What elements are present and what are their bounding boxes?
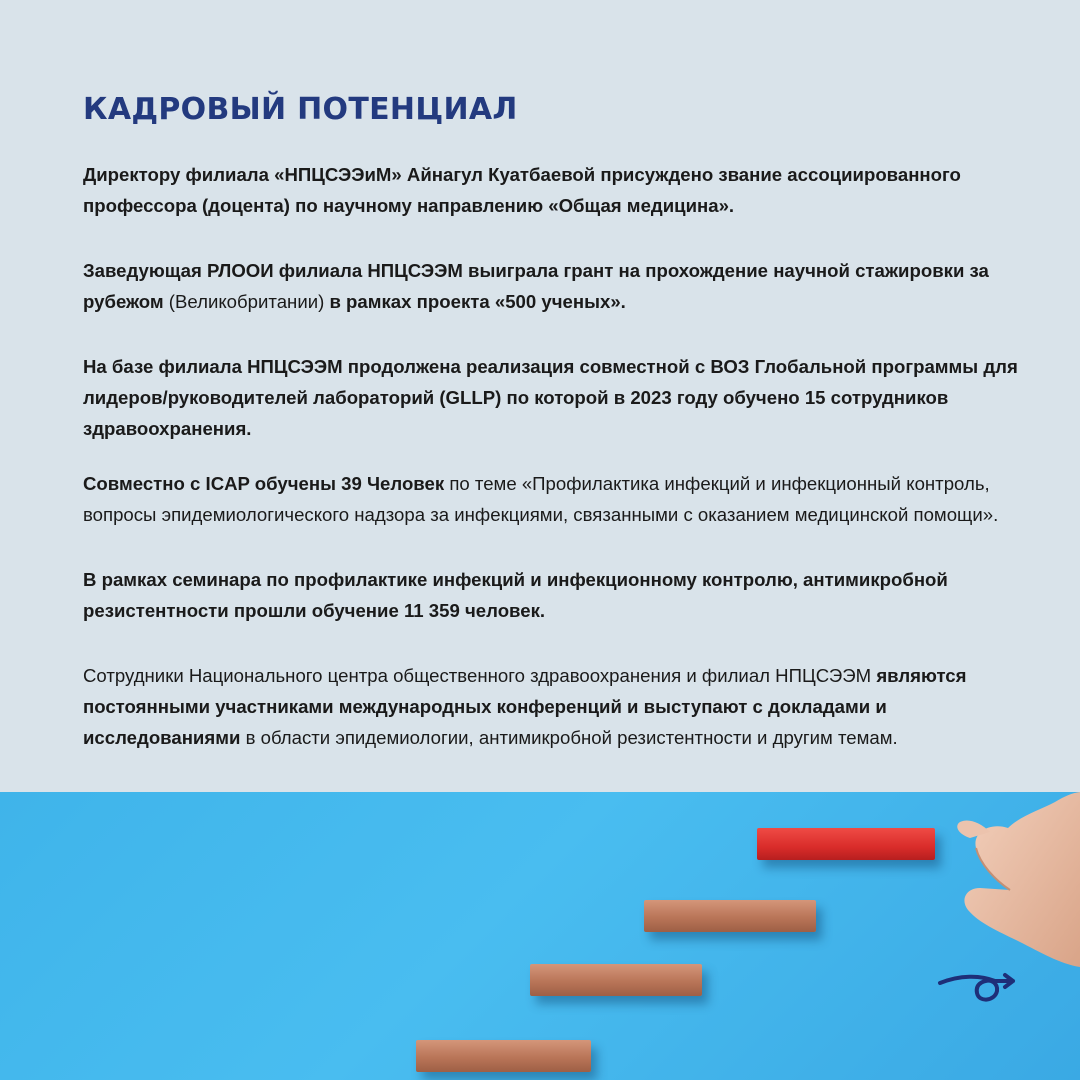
paragraph-grant [83, 255, 1043, 317]
paragraph-icap-normal: по теме «Профилактика инфекций и инфекционный контроль, вопросы эпидемиологического надзора за инфекциями, связанными с оказанием медицинской помощи». [83, 473, 999, 525]
content [83, 92, 1043, 787]
stairs-photo [0, 792, 1080, 1080]
paragraph-conferences [83, 660, 1043, 753]
swirl-arrow-icon [935, 965, 1020, 1015]
paragraph-professor [83, 159, 1043, 221]
paragraph-gllp-text: На базе филиала НПЦСЭЭМ продолжена реализация совместной с ВОЗ Глобальной программы для лидеров/руководителей лабораторий (GLLP) по которой в 2023 году обучено 15 сотрудников здравоохранения. [83, 356, 1018, 439]
wooden-block-1 [416, 1040, 591, 1072]
paragraph-icap [83, 468, 1043, 530]
paragraph-seminar [83, 564, 1043, 626]
paragraph-gllp [83, 351, 1043, 444]
paragraph-conferences-normal-1: Сотрудники Национального центра общественного здравоохранения и филиал НПЦСЭЭМ [83, 665, 877, 686]
paragraph-grant-normal: (Великобритании) [163, 291, 330, 312]
paragraph-grant-bold-2: в рамках проекта «500 ученых». [329, 291, 626, 312]
paragraph-conferences-normal-2: в области эпидемиологии, антимикробной резистентности и другим темам. [240, 727, 898, 748]
wooden-block-3 [644, 900, 816, 932]
paragraph-icap-bold: Совместно с ICAP обучены 39 Человек [83, 473, 445, 494]
paragraph-professor-text: Директору филиала «НПЦСЭЭиМ» Айнагул Куатбаевой присуждено звание ассоциированного профессора (доцента) по научному направлению «Общая медицина». [83, 164, 961, 216]
wooden-block-2 [530, 964, 702, 996]
paragraph-grant-bold-1: Заведующая РЛООИ филиала НПЦСЭЭМ выиграла грант на прохождение научной стажировки за рубежом [83, 260, 989, 312]
paragraph-seminar-text: В рамках семинара по профилактике инфекций и инфекционному контролю, антимикробной резистентности прошли обучение 11 359 человек. [83, 569, 948, 621]
page-title: КАДРОВЫЙ ПОТЕНЦИАЛ [83, 92, 518, 127]
paragraph-conferences-bold: являются постоянными участниками международных конференций и выступают с докладами и исследованиями [83, 665, 967, 748]
hand-image [880, 792, 1080, 992]
